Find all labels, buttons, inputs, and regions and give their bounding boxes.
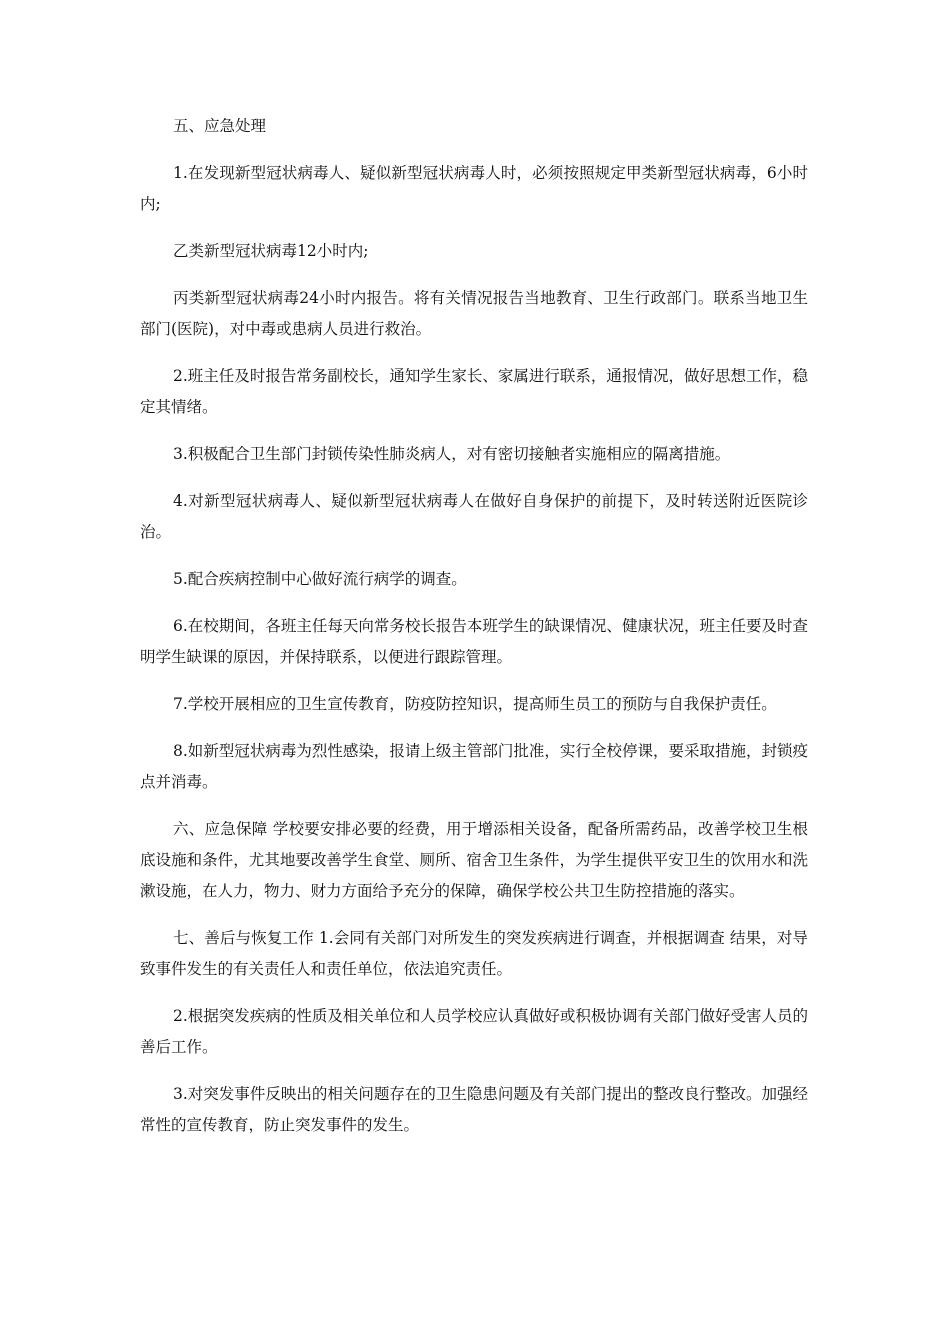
paragraph-recovery-item-2: 2.根据突发疾病的性质及相关单位和人员学校应认真做好或积极协调有关部门做好受害人员的善后工作。 xyxy=(140,1007,808,1056)
section-emergency-guarantee: 六、应急保障 学校要安排必要的经费，用于增添相关设备，配备所需药品，改善学校卫生根底设施和条件，尤其地要改善学生食堂、厕所、宿舍卫生条件，为学生提供平安卫生的饮用水和洗漱设施，在人力，物力、财力方面给予充分的保障，确保学校公共卫生防控措施的落实。 xyxy=(140,820,808,900)
paragraph-item-1: 1.在发现新型冠状病毒人、疑似新型冠状病毒人时，必须按照规定甲类新型冠状病毒，6小时内; xyxy=(140,164,808,213)
section-heading-emergency-handling: 五、应急处理 xyxy=(173,117,267,135)
document-body xyxy=(140,111,808,1157)
paragraph-item-6: 6.在校期间，各班主任每天向常务校长报告本班学生的缺课情况、健康状况，班主任要及时查明学生缺课的原因，并保持联系，以便进行跟踪管理。 xyxy=(140,617,808,666)
paragraph-item-2: 2.班主任及时报告常务副校长，通知学生家长、家属进行联系，通报情况，做好思想工作，稳定其情绪。 xyxy=(140,367,808,416)
paragraph-class-c: 丙类新型冠状病毒24小时内报告。将有关情况报告当地教育、卫生行政部门。联系当地卫生部门(医院)，对中毒或患病人员进行救治。 xyxy=(140,289,808,338)
paragraph-item-8: 8.如新型冠状病毒为烈性感染，报请上级主管部门批准，实行全校停课，要采取措施，封锁疫点并消毒。 xyxy=(140,742,808,791)
paragraph-item-7: 7.学校开展相应的卫生宣传教育，防疫防控知识，提高师生员工的预防与自我保护责任。 xyxy=(173,695,777,713)
section-aftermath-recovery: 七、善后与恢复工作 1.会同有关部门对所发生的突发疾病进行调查，并根据调查 结果，对导致事件发生的有关责任人和责任单位，依法追究责任。 xyxy=(140,929,808,978)
paragraph-item-4: 4.对新型冠状病毒人、疑似新型冠状病毒人在做好自身保护的前提下，及时转送附近医院诊治。 xyxy=(140,492,808,541)
paragraph-item-3: 3.积极配合卫生部门封锁传染性肺炎病人，对有密切接触者实施相应的隔离措施。 xyxy=(173,445,731,463)
paragraph-recovery-item-3: 3.对突发事件反映出的相关问题存在的卫生隐患问题及有关部门提出的整改良行整改。加强经常性的宣传教育，防止突发事件的发生。 xyxy=(140,1085,808,1134)
paragraph-item-5: 5.配合疾病控制中心做好流行病学的调查。 xyxy=(173,570,467,588)
paragraph-class-b: 乙类新型冠状病毒12小时内; xyxy=(173,242,369,260)
